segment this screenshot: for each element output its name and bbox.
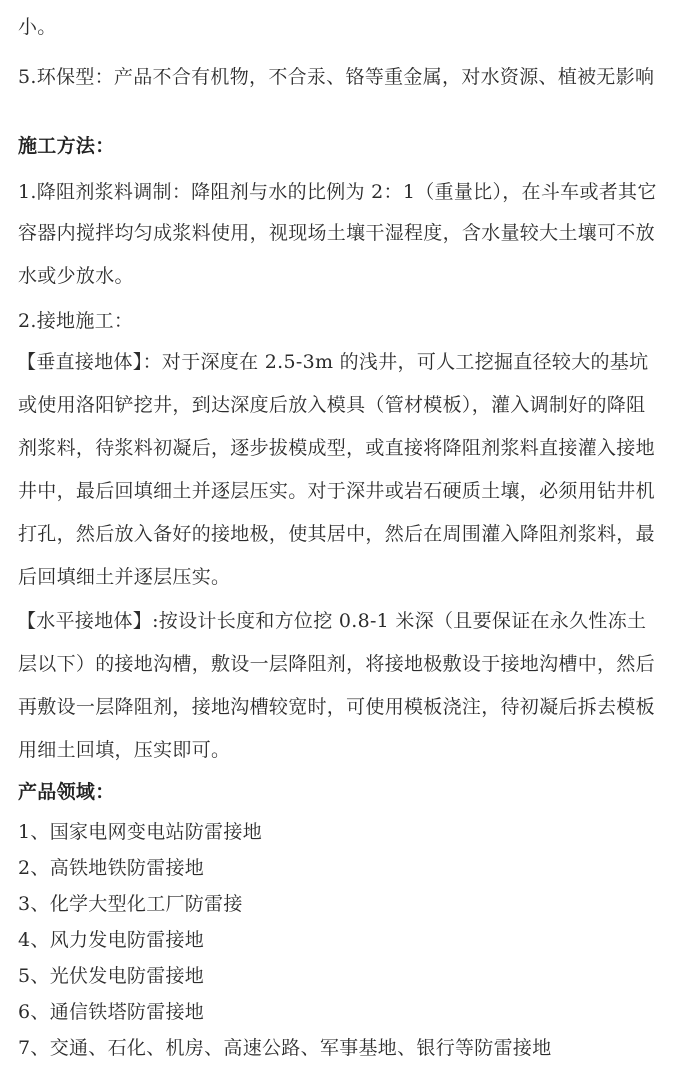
construction-heading: 施工方法： [18, 135, 115, 157]
field-item: 3、化学大型化工厂防雷接 [18, 893, 243, 915]
field-item: 1、国家电网变电站防雷接地 [18, 821, 262, 843]
horizontal-grounding-line: 层以下）的接地沟槽，敷设一层降阻剂，将接地极敷设于接地沟槽中，然后 [18, 653, 655, 675]
fields-heading: 产品领域： [18, 781, 115, 803]
field-item: 7、交通、石化、机房、高速公路、军事基地、银行等防雷接地 [18, 1037, 552, 1059]
field-item: 5、光伏发电防雷接地 [18, 965, 205, 987]
field-item: 2、高铁地铁防雷接地 [18, 857, 205, 879]
step1-line: 水或少放水。 [18, 265, 134, 287]
horizontal-grounding-line: 【水平接地体】:按设计长度和方位挖 0.8-1 米深（且要保证在永久性冻土 [17, 610, 647, 632]
step1-line: 容器内搅拌均匀成浆料使用，视现场土壤干湿程度，含水量较大土壤可不放 [18, 222, 655, 244]
step2-text: 2.接地施工： [18, 310, 134, 332]
step1-line: 1.降阻剂浆料调制：降阻剂与水的比例为 2：1（重量比），在斗车或者其它 [18, 181, 657, 203]
vertical-grounding-line: 剂浆料，待浆料初凝后，逐步拔模成型，或直接将降阻剂浆料直接灌入接地 [18, 437, 655, 459]
field-item: 4、风力发电防雷接地 [18, 929, 205, 951]
vertical-grounding-line: 后回填细土并逐层压实。 [18, 566, 231, 588]
intro-tail-text: 小。 [18, 16, 57, 38]
vertical-grounding-line: 或使用洛阳铲挖井，到达深度后放入模具（管材模板），灌入调制好的降阻 [18, 394, 646, 416]
vertical-grounding-line: 井中，最后回填细土并逐层压实。对于深井或岩石硬质土壤，必须用钻井机 [18, 480, 655, 502]
vertical-grounding-line: 打孔，然后放入备好的接地极，使其居中，然后在周围灌入降阻剂浆料，最 [18, 523, 655, 545]
field-item: 6、通信铁塔防雷接地 [18, 1001, 205, 1023]
horizontal-grounding-line: 用细土回填，压实即可。 [18, 739, 231, 761]
horizontal-grounding-line: 再敷设一层降阻剂，接地沟槽较宽时，可使用模板浇注，待初凝后拆去模板 [18, 696, 655, 718]
feature-5-text: 5.环保型：产品不合有机物，不合汞、铬等重金属，对水资源、植被无影响 [18, 66, 655, 88]
vertical-grounding-line: 【垂直接地体】：对于深度在 2.5-3m 的浅井，可人工挖掘直径较大的基坑 [17, 351, 649, 373]
